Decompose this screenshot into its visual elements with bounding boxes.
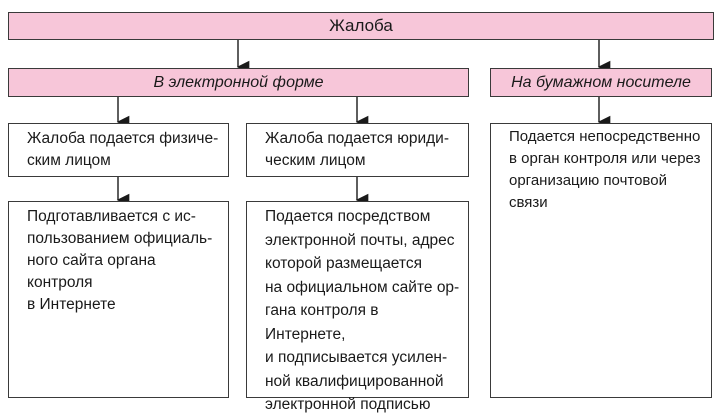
individual-submitted-text: Жалоба подается физиче- ским лицом	[27, 130, 219, 169]
individual-submitted-box	[8, 123, 229, 177]
branch-paper-box	[490, 68, 712, 97]
individual-prepared-text: Подготавливается с ис- пользованием официаль- ного сайта органа контроля в Интернете	[27, 208, 213, 313]
individual-prepared-box	[8, 201, 229, 398]
legal-entity-prepared-box	[246, 201, 469, 413]
paper-description-box	[490, 123, 712, 398]
branch-electronic-label: В электронной форме	[153, 73, 324, 91]
legal-entity-submitted-box	[246, 123, 469, 177]
branch-paper-label: На бумажном носителе	[511, 73, 691, 91]
root-complaint-label: Жалоба	[329, 16, 393, 35]
branch-electronic-box	[8, 68, 469, 97]
legal-entity-prepared-text: Подается посредством электронной почты, адрес которой размещается на официальном сайте ор- гана контроля в Интернете, и подписывается усилен- ной квалифицированной электронной подписью	[265, 208, 460, 413]
paper-description-text: Подается непосредственно в орган контроля или через организацию почтовой связи	[509, 128, 701, 211]
root-complaint-box	[8, 12, 714, 40]
legal-entity-submitted-text: Жалоба подается юриди- ческим лицом	[265, 130, 449, 169]
